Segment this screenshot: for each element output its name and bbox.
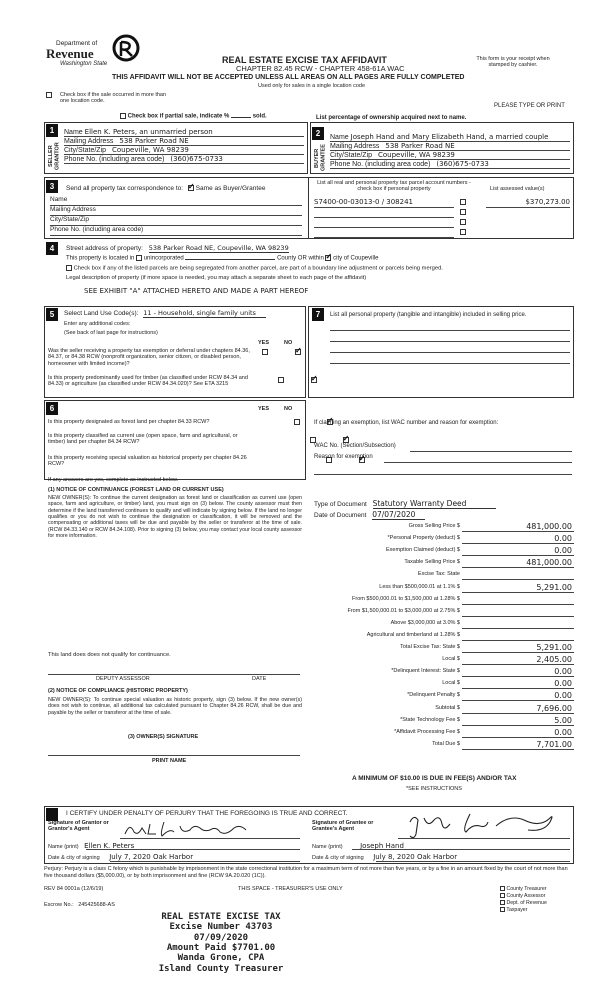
seller-name-label: Name (64, 129, 83, 136)
print-name-label: PRINT NAME (152, 758, 187, 764)
multiple-location-checkbox[interactable] (46, 92, 52, 98)
notice1-title: (1) NOTICE OF CONTINUANCE (FOREST LAND OR CURRENT USE) (48, 487, 224, 493)
tax-row-label: Subtotal $ (435, 704, 460, 711)
single-location-note: Used only for sales in a single location code (258, 83, 366, 89)
tax-row-line (462, 616, 574, 617)
tax-row-value: 0.00 (554, 691, 572, 701)
see-instructions-note: *SEE INSTRUCTIONS (406, 786, 462, 792)
personal-property-line (330, 330, 570, 331)
located-in-label: This property is located in (66, 255, 135, 262)
if-yes-note: If any answers are yes, complete as instructed below. (48, 477, 179, 483)
tax-row-label: From $1,500,000.01 to $3,000,000 at 2.75% $ (347, 607, 460, 614)
tax-row-label: Excise Tax: State (417, 571, 460, 578)
s5-q2-yes-checkbox[interactable] (278, 377, 284, 383)
treasurer-stamp (146, 912, 296, 974)
s3-name-label: Name (50, 196, 302, 206)
copy-label: Dept. of Revenue (506, 899, 547, 906)
unincorporated-label: unincorporated (143, 255, 184, 262)
escrow-value: 245425688-AS (78, 902, 115, 908)
grantee-sig-label: Signature of Grantee or Grantee's Agent (312, 820, 374, 833)
assessed-line (486, 207, 570, 208)
send-correspondence-row (66, 185, 265, 192)
personal-property-line (330, 352, 570, 353)
grantee-sig-line (398, 838, 570, 839)
s6-no-header: NO (284, 406, 293, 412)
copy-label: County Treasurer (506, 885, 547, 892)
tax-row-label: Taxable Selling Price $ (404, 559, 460, 566)
ownership-pct-note: List percentage of ownership acquired next to name. (316, 115, 467, 121)
tax-row-label: From $500,000.01 to $1,500,000 at 1.28% $ (352, 595, 460, 602)
reason-line (384, 462, 572, 463)
grantor-print-value: Ellen K. Peters (84, 842, 135, 850)
stamp-line: Excise Number 43703 (169, 922, 273, 933)
buyer-name-label: Name (330, 134, 349, 141)
perjury-note: Perjury: Perjury is a class C felony which is punishable by imprisonment in the state correctional institution for a maximum term of not more than five years, or by a fine in an amount fixed by the court of not more than five thousand dollars ($5,000.00), or by both imprisonment and fine (RCW 9A.20.020 (1C)). (44, 866, 568, 879)
exhibit-text: SEE EXHIBIT "A" ATTACHED HERETO AND MADE A PART HEREOF (84, 287, 309, 295)
tax-row-label: Local $ (442, 656, 460, 663)
deputy-label: DEPUTY ASSESSOR (96, 676, 150, 682)
grantor-print-label: Name (print) (48, 844, 79, 850)
s3-phone-label: Phone No. (including area code) (50, 226, 302, 236)
grantor-date-label: Date & city of signing (48, 855, 100, 861)
buyer-phone-value: (360)675-0733 (436, 160, 489, 168)
s5-q1: Was the seller receiving a property tax exemption or deferral under chapters 84.36, 84.37, or 84.38 RCW (nonprofit organization, senior citizen, or disabled person, homeowner with limited income)? (48, 348, 250, 367)
parcel-line (314, 207, 454, 208)
parcel-personal-checkbox[interactable] (460, 219, 466, 225)
doc-type-row (314, 500, 496, 509)
seller-phone-label: Phone No. (including area code) (64, 156, 165, 163)
s6-q1: Is this property designated as forest land per chapter 84.33 RCW? (48, 419, 210, 425)
grantor-sig-line (120, 838, 300, 839)
doc-type-value: Statutory Warranty Deed (373, 499, 497, 509)
print-note: PLEASE TYPE OR PRINT (494, 103, 565, 109)
notice1-text: NEW OWNER(S): To continue the current designation as forest land or classification as current use (open space, farm and agriculture, or timber) land, you must sign on (3) below. The county assessor must then determine if the land transferred continues to qualify and will indicate by signing below. If the land no longer qualifies or you do not wish to continue the designation or classification, it will be removed and the compensating or additional taxes will be due and payable by the seller or transferor at the time of sale. (RCW 84.33.140 or RCW 84.34.108). Prior to signing (3) below, you may contact your local county assessor for more information. (48, 495, 302, 540)
grantor-signature (120, 818, 260, 840)
s5-q1-yes-checkbox[interactable] (262, 349, 268, 355)
wac-line (410, 451, 572, 452)
deputy-line (48, 674, 300, 675)
section-7-badge: 7 (312, 308, 324, 321)
tax-row-label: *Delinquent Penalty $ (407, 692, 460, 699)
s3-address-label: Mailing Address (50, 206, 302, 216)
section-2-badge: 2 (312, 127, 324, 140)
section-3-fields (50, 196, 302, 236)
section-1-badge: 1 (46, 124, 58, 137)
grantor-date-line (110, 861, 300, 862)
qualify-label: This land does does not qualify for continuance. (48, 652, 171, 658)
seller-city-value: Coupeville, WA 98239 (111, 146, 189, 154)
buyer-fields (330, 133, 570, 169)
form-chapter: CHAPTER 82.45 RCW - CHAPTER 458-61A WAC (236, 64, 405, 73)
street-value: 538 Parker Road NE, Coupeville, WA 98239 (148, 244, 289, 252)
copy-checkbox[interactable] (500, 900, 505, 905)
section-4-badge: 4 (46, 242, 58, 255)
grantee-date-value: July 8, 2020 Oak Harbor (373, 853, 458, 861)
s3-divider (308, 177, 309, 239)
tax-row-value: 0.00 (554, 727, 572, 737)
stamp-line: Island County Treasurer (158, 963, 284, 974)
tax-row-value: 2,405.00 (536, 655, 572, 665)
s5-q2: Is this property predominantly used for timber (as classified under RCW 84.34 and 84.33) or agriculture (as classified under RCW 84.34.020)? See ETA 3215 (48, 375, 248, 388)
s6-q1-yes-checkbox[interactable] (294, 419, 300, 425)
tax-row-label: Local $ (442, 680, 460, 687)
tax-row-value: 481,000.00 (526, 522, 572, 531)
parcel-line (314, 217, 454, 218)
tax-row-line (462, 604, 574, 605)
assessed-value: $370,273.00 (525, 198, 570, 206)
see-back-label: (See back of last page for instructions) (64, 330, 158, 336)
s5-no-header: NO (284, 340, 293, 346)
additional-codes-label: Enter any additional codes: (64, 321, 131, 327)
tax-row-value: 0.00 (554, 667, 572, 677)
grantee-print-value: Joseph Hand (360, 842, 404, 850)
buyer-city-value: Coupeville, WA 98239 (377, 151, 455, 159)
copy-checkbox[interactable] (500, 893, 505, 898)
tax-row-value: 5.00 (554, 715, 572, 725)
buyer-side-label: BUYER GRANTEE (314, 144, 327, 172)
segregated-checkbox[interactable] (66, 265, 72, 271)
tax-row-label: *Affidavit Processing Fee $ (394, 728, 460, 735)
buyer-city-label: City/State/Zip (330, 152, 373, 159)
tax-row-label: *State Technology Fee $ (400, 716, 460, 723)
s6-yes-header: YES (258, 406, 270, 412)
doc-type-label: Type of Document (314, 501, 367, 508)
doc-date-row (314, 511, 425, 520)
rev-number: REV 84 0001a (12/6/19) (44, 886, 104, 892)
grantee-print-label: Name (print) (312, 844, 343, 850)
owner-signature-line (48, 755, 300, 756)
tax-row-label: *Personal Property (deduct) $ (387, 535, 460, 542)
section-5-badge: 5 (46, 308, 58, 321)
parcel-value: S7400-00-03013-0 / 308241 (314, 198, 413, 206)
grantor-print-line (86, 849, 300, 850)
located-in-row (66, 255, 378, 262)
multiple-location-row (46, 92, 186, 105)
seller-phone-value: (360)675-0733 (170, 155, 223, 163)
buyer-address-value: 538 Parker Road NE (385, 142, 455, 150)
reason-label: Reason for exemption (314, 454, 373, 460)
copy-checkbox[interactable] (500, 886, 505, 891)
send-label: Send all property tax correspondence to: (66, 185, 184, 192)
seller-city-label: City/State/Zip (64, 147, 107, 154)
personal-property-line (330, 341, 570, 342)
escrow-label: Escrow No.: (44, 902, 74, 908)
dept-line3: Washington State (60, 61, 108, 67)
grantor-date-value: July 7, 2020 Oak Harbor (109, 853, 194, 861)
owner-signature-label: (3) OWNER(S) SIGNATURE (128, 734, 199, 740)
copy-label: County Assessor (506, 892, 546, 899)
stamp-line: Amount Paid $7701.00 (166, 943, 276, 954)
seller-name-value: Ellen K. Peters, an unmarried person (84, 128, 213, 136)
parcel-line (314, 227, 454, 228)
grantee-date-label: Date & city of signing (312, 855, 364, 861)
personal-property-label: List all personal property (tangible and intangible) included in selling price. (330, 312, 527, 318)
partial-sale-checkbox[interactable] (120, 113, 126, 119)
wac-label: WAC No. (Section/Subsection) (314, 443, 396, 449)
notice2-title: (2) NOTICE OF COMPLIANCE (HISTORIC PROPERTY) (48, 688, 188, 694)
assessed-header: List assessed value(s) (490, 186, 545, 192)
land-use-label: Select Land Use Code(s): (64, 310, 139, 317)
grantee-print-line (352, 849, 570, 850)
tax-row-label: Less than $500,000.01 at 1.1% $ (379, 583, 460, 590)
dor-logo (46, 40, 146, 72)
sold-label: sold. (252, 113, 267, 120)
city-checkbox[interactable] (325, 255, 331, 261)
not-accepted-note: THIS AFFIDAVIT WILL NOT BE ACCEPTED UNLESS ALL AREAS ON ALL PAGES ARE FULLY COMPLETED (112, 74, 465, 81)
tax-row-label: Total Due $ (432, 740, 460, 747)
receipt-note: This form is your receipt when stamped by cashier. (476, 56, 550, 69)
section-3-badge: 3 (46, 180, 58, 193)
seller-fields (64, 128, 304, 164)
qualify-row (48, 652, 171, 659)
tax-row-value: 0.00 (554, 679, 572, 689)
segregated-label: Check box if any of the listed parcels are being segregated from another parcel, are part of a boundary line adjustment or parcels being merged. (73, 265, 443, 272)
tax-row-line (462, 628, 574, 629)
seller-address-label: Mailing Address (64, 138, 114, 145)
s6-q3: Is this property receiving special valuation as historical property per chapter 84.26 RCW? (48, 455, 247, 468)
stamp-line: 07/09/2020 (193, 932, 249, 943)
escrow-row (44, 902, 115, 908)
tax-row-line (462, 579, 574, 580)
tax-row-label: Total Excise Tax: State $ (400, 644, 460, 650)
county-or-label: County OR within (277, 255, 324, 262)
parcel-checkboxes (460, 199, 470, 239)
tax-row-line (462, 640, 574, 641)
seller-side-label: SELLER GRANTOR (48, 142, 61, 170)
notice2-text: NEW OWNER(S): To continue special valuation as historic property, sign (3) below. If the new owner(s) does not wish to continue, all additional tax calculated pursuant to Chapter 84.26 RCW, shall be due and payable by the seller or transferor at the time of sale. (48, 697, 302, 716)
tax-row-value: 7,701.00 (536, 739, 572, 749)
land-use-value: 11 - Household, single family units (143, 309, 266, 318)
tax-row-value: 7,696.00 (536, 703, 572, 713)
grantee-date-line (376, 861, 570, 862)
tax-row-value: 481,000.00 (526, 558, 572, 568)
s6-q2: Is this property classified as current use (open space, farm and agricultural, or timber) land per chapter 84.34 RCW? (48, 433, 238, 446)
multiple-location-label: Check box if the sale occurred in more than one location code. (59, 92, 167, 105)
form-title: REAL ESTATE EXCISE TAX AFFIDAVIT (222, 55, 387, 65)
doc-date-label: Date of Document (314, 512, 367, 519)
dept-line1: Department of (56, 40, 98, 47)
doc-date-value: 07/07/2020 (372, 510, 425, 520)
tax-row-value: 0.00 (554, 546, 572, 556)
tax-row-value: 5,291.00 (536, 643, 572, 652)
dept-line2: Revenue (46, 46, 94, 61)
tax-row-label: Exemption Claimed (deduct) $ (386, 547, 460, 554)
reason-line (314, 474, 572, 475)
treasurer-only: THIS SPACE - TREASURER'S USE ONLY (238, 886, 343, 892)
parcel-line (314, 237, 454, 238)
street-row (66, 245, 289, 252)
buyer-name-value: Joseph Hand and Mary Elizabeth Hand, a married couple (350, 133, 549, 141)
s3-city-label: City/State/Zip (50, 216, 302, 226)
same-as-buyer-label: Same as Buyer/Grantee (195, 185, 266, 192)
grantee-signature (400, 810, 560, 840)
tax-row-label: Agricultural and timberland at 1.28% $ (366, 631, 460, 638)
buyer-address-label: Mailing Address (330, 143, 380, 150)
grantor-sig-label: Signature of Grantor or Grantor's Agent (48, 820, 109, 833)
copy-label: Taxpayer (506, 906, 528, 913)
tax-row-label: Above $3,000,000 at 3.0% $ (390, 619, 460, 626)
parcel-personal-checkbox[interactable] (460, 229, 466, 235)
stamp-line: REAL ESTATE EXCISE TAX (161, 912, 281, 922)
parcel-personal-checkbox[interactable] (460, 209, 466, 215)
dor-logo-icon (112, 34, 140, 62)
copy-checkbox[interactable] (500, 907, 505, 912)
s5-yes-header: YES (258, 340, 270, 346)
exemption-label: If claiming an exemption, list WAC number and reason for exemption: (314, 420, 499, 426)
personal-property-line (330, 363, 570, 364)
minimum-note: A MINIMUM OF $10.00 IS DUE IN FEE(S) AND/OR TAX (352, 775, 517, 782)
segregated-row (66, 265, 443, 272)
seller-address-value: 538 Parker Road NE (119, 137, 189, 145)
legal-description-label: Legal description of property (if more space is needed, you may attach a separate sheet to each page of the affidavit) (66, 275, 367, 281)
partial-sale-row (120, 113, 267, 120)
partial-sale-label: Check box if partial sale, indicate % (127, 113, 230, 120)
land-use-row (64, 310, 266, 317)
stamp-line: Wanda Grone, CPA (177, 953, 265, 964)
tax-row-value: 0.00 (554, 534, 572, 544)
city-of-label: city of Coupeville (333, 255, 379, 262)
certify-statement: I CERTIFY UNDER PENALTY OF PERJURY THAT THE FOREGOING IS TRUE AND CORRECT. (66, 810, 348, 817)
buyer-phone-label: Phone No. (including area code) (330, 161, 431, 168)
s5-q1-no-checkbox[interactable] (295, 349, 301, 355)
tax-row-label: *Delinquent Interest: State $ (391, 668, 460, 675)
street-label: Street address of property: (66, 245, 143, 252)
tax-row-value: 5,291.00 (536, 582, 572, 592)
distribution-copies (500, 886, 547, 913)
parcel-header: List all real and personal property tax parcel account numbers - check box if personal property (317, 180, 471, 193)
tax-row-label: Gross Selling Price $ (408, 523, 460, 529)
unincorporated-checkbox[interactable] (136, 255, 142, 261)
parcel-personal-checkbox[interactable] (460, 199, 466, 205)
date-label: DATE (252, 676, 267, 682)
same-as-buyer-checkbox[interactable] (188, 185, 194, 191)
section-6-badge: 6 (46, 402, 58, 415)
